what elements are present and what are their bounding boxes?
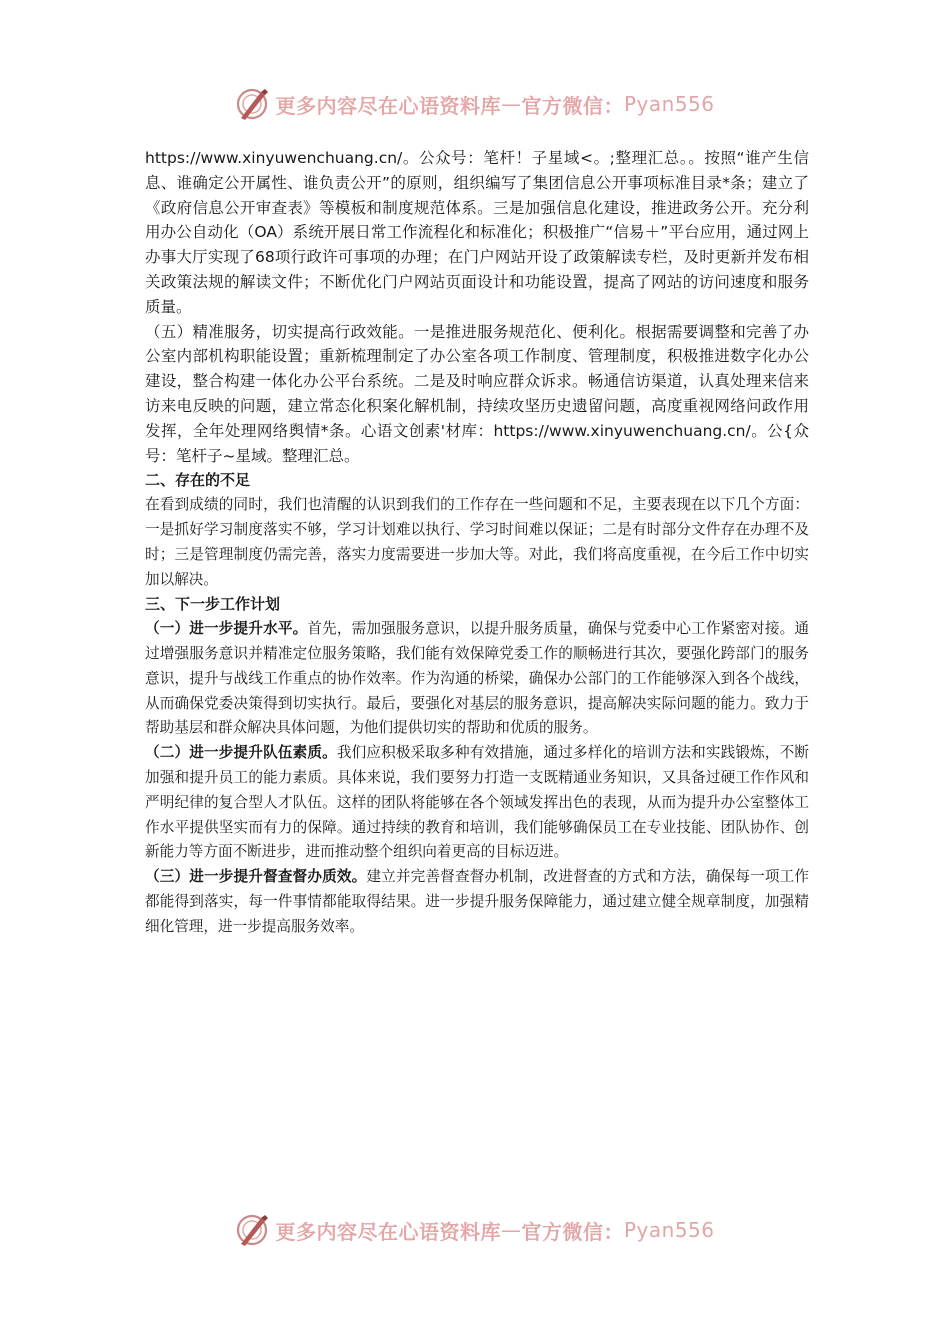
plan-item-2-body: 我们应积极采取多种有效措施，通过多样化的培训方法和实践锻炼，不断加强和提升员工的能力素质。具体来说，我们要努力打造一支既精通业务知识，又具备过硬工作作风和严明纪律的复合型人才队伍。这样的团队将能够在各个领域发挥出色的表现，从而为提升办公室整体工作水平提供坚实而有力的保障。通过持续的教育和培训，我们能够确保员工在专业技能、团队协作、创新能力等方面不断进步，进而推动整个组织向着更高的目标迈进。 (145, 744, 809, 861)
watermark-wechat: Pyan556 (623, 92, 715, 116)
watermark-text: 更多内容尽在心语资料库 (275, 1219, 501, 1244)
watermark-banner-bottom (0, 1210, 950, 1250)
watermark-dash: — (500, 92, 522, 116)
plan-item-1-title: （一）进一步提升水平。 (145, 620, 308, 638)
section-heading-2: 二、存在的不足 (145, 471, 251, 490)
pen-logo-icon (235, 86, 271, 122)
watermark-text: 更多内容尽在心语资料库 (275, 93, 501, 118)
document-body (145, 146, 809, 940)
plan-item-3-body: 建立并完善督查督办机制，改进督查的方式和方法，确保每一项工作都能得到落实，每一件事情都能取得结果。进一步提升服务保障能力，通过建立健全规章制度，加强精细化管理，进一步提高服务效率。 (145, 868, 809, 935)
paragraph-2: （五）精准服务，切实提高行政效能。一是推进服务规范化、便利化。根据需要调整和完善了办公室内部机构职能设置；重新梳理制定了办公室各项工作制度、管理制度，积极推进数字化办公建设，整合构建一体化办公平台系统。二是及时响应群众诉求。畅通信访渠道，认真处理来信来访来电反映的问题，建立常态化积案化解机制，持续攻坚历史遗留问题，高度重视网络问政作用发挥，全年处理网络舆情*条。心语文创素'材库：https://www.xinyuwenchuang.cn/。公{众号：笔杆子~星域。整理汇总。 (145, 322, 809, 465)
watermark-suffix: 官方微信： (521, 93, 624, 118)
paragraph-1: https://www.xinyuwenchuang.cn/。公众号：笔杆！子星域<。;整理汇总。。按照“谁产生信息、谁确定公开属性、谁负责公开”的原则，组织编写了集团信息公开事项标准目录*条；建立了《政府信息公开审查表》等模板和制度规范体系。三是加强信息化建设，推进政务公开。充分利用办公自动化（OA）系统开展日常工作流程化和标准化；积极推广“信易＋”平台应用，通过网上办事大厅实现了68项行政许可事项的办理；在门户网站开设了政策解读专栏，及时更新并发布相关政策法规的解读文件；不断优化门户网站页面设计和功能设置，提高了网站的访问速度和服务质量。 (145, 149, 809, 316)
paragraph-3: 在看到成绩的同时，我们也清醒的认识到我们的工作存在一些问题和不足，主要表现在以下几个方面：一是抓好学习制度落实不够，学习计划难以执行、学习时间难以保证；二是有时部分文件存在办理不及时；三是管理制度仍需完善，落实力度需要进一步加大等。对此，我们将高度重视，在今后工作中切实加以解决。 (145, 496, 809, 588)
plan-item-1 (145, 617, 809, 741)
pen-logo-icon (235, 1212, 271, 1248)
plan-item-1-body: 首先，需加强服务意识，以提升服务质量，确保与党委中心工作紧密对接。通过增强服务意识并精准定位服务策略，我们能有效保障党委工作的顺畅进行其次，要强化跨部门的服务意识，提升与战线工作重点的协作效率。作为沟通的桥梁，确保办公部门的工作能够深入到各个战线，从而确保党委决策得到切实执行。最后，要强化对基层的服务意识，提高解决实际问题的能力。致力于帮助基层和群众解决具体问题，为他们提供切实的帮助和优质的服务。 (145, 620, 809, 737)
watermark-suffix: 官方微信： (521, 1219, 624, 1244)
watermark-banner-top (0, 84, 950, 124)
watermark-wechat: Pyan556 (623, 1218, 715, 1242)
plan-item-3-title: （三）进一步提升督查督办质效。 (145, 868, 367, 886)
watermark-dash: — (500, 1218, 522, 1242)
plan-item-3 (145, 865, 809, 939)
section-heading-3: 三、下一步工作计划 (145, 595, 281, 614)
plan-item-2-title: （二）进一步提升队伍素质。 (145, 744, 337, 762)
plan-item-2 (145, 741, 809, 865)
